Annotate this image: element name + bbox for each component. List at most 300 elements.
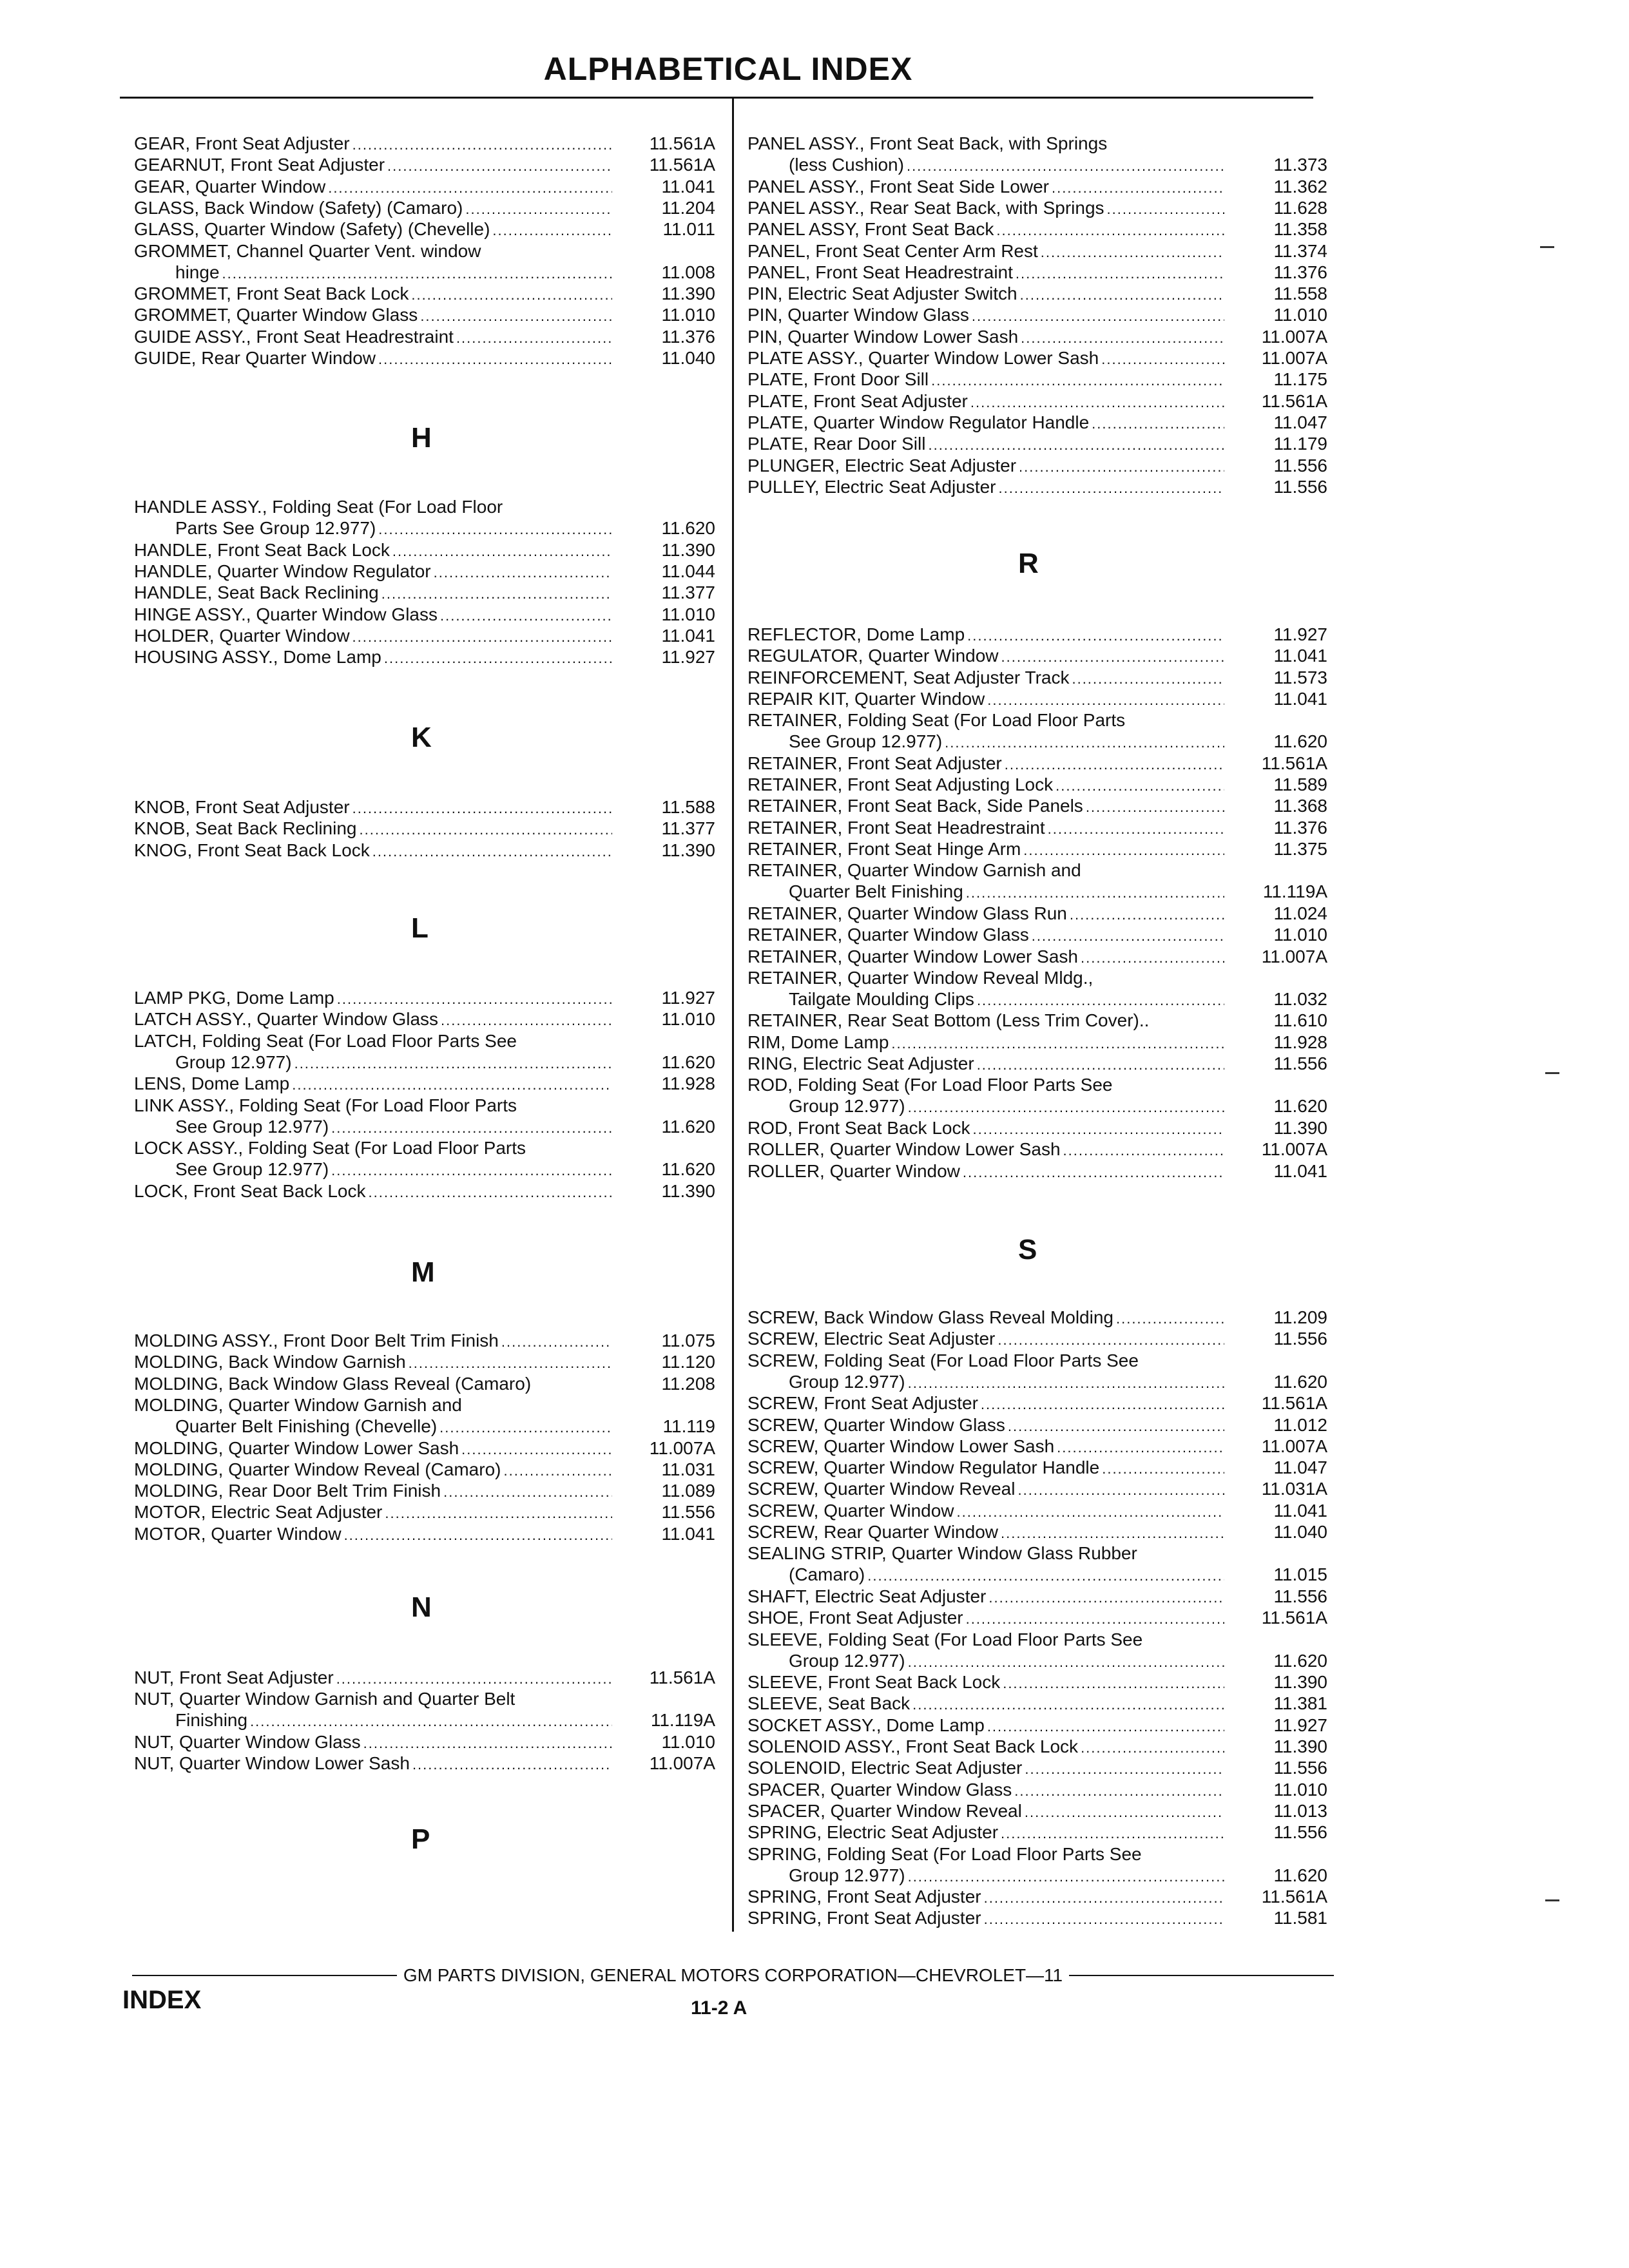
group-number: 11.010: [661, 305, 715, 325]
footer-text: GM PARTS DIVISION, GENERAL MOTORS CORPORATION—CHEVROLET—11: [403, 1965, 1063, 1985]
index-entry: [747, 1821, 1327, 1843]
group-number: 11.120: [661, 1352, 715, 1372]
group-number: 11.047: [1273, 1457, 1327, 1478]
group-number: 11.561A: [1261, 1393, 1327, 1414]
group-number: 11.589: [1273, 774, 1327, 795]
index-entry: [134, 646, 715, 668]
index-entry: [747, 1478, 1327, 1499]
index-entry: [747, 1307, 1327, 1328]
index-entry: [747, 1607, 1327, 1628]
dot-leader: [1019, 455, 1224, 477]
entry-name: SLEEVE, Seat Back: [747, 1693, 911, 1714]
index-entry: [747, 1521, 1327, 1542]
dot-leader: [1072, 667, 1224, 689]
group-number: 11.031A: [1261, 1479, 1327, 1499]
index-entry: [747, 133, 1327, 175]
index-entry: [134, 218, 715, 240]
entry-name: LAMP PKG, Dome Lamp: [134, 988, 334, 1008]
index-entry: [747, 1736, 1327, 1757]
index-entry: [134, 1667, 715, 1688]
index-entry: [134, 1095, 715, 1137]
entry-name-continued: Quarter Belt Finishing (Chevelle): [175, 1416, 438, 1436]
entry-name: SCREW, Front Seat Adjuster: [747, 1393, 978, 1414]
index-entry: [134, 1480, 715, 1501]
dot-leader: [1086, 795, 1224, 818]
index-entry: [134, 176, 715, 197]
dot-leader: [465, 197, 612, 220]
entry-name: SCREW, Rear Quarter Window: [747, 1522, 998, 1542]
group-number: 11.561A: [1261, 753, 1327, 773]
group-number: 11.041: [1273, 646, 1327, 666]
index-entry: [747, 1886, 1327, 1907]
dot-leader: [363, 1731, 612, 1754]
index-entry: [134, 133, 715, 154]
entry-name: HANDLE ASSY., Folding Seat (For Load Floor: [134, 497, 503, 517]
index-entry: [134, 539, 715, 561]
dot-leader: [456, 326, 612, 349]
index-entry: [134, 1137, 715, 1180]
index-entry: [747, 774, 1327, 795]
entry-name: PLATE, Quarter Window Regulator Handle: [747, 412, 1090, 432]
index-entry: [134, 796, 715, 818]
entry-name: RETAINER, Rear Seat Bottom (Less Trim Cover)..: [747, 1010, 1150, 1031]
dot-leader: [1048, 817, 1224, 840]
group-number: 11.119A: [650, 1710, 715, 1731]
footer-rule-left: [132, 1975, 397, 1976]
group-number: 11.041: [661, 625, 715, 646]
index-entry: [747, 817, 1327, 838]
entry-name: HANDLE, Quarter Window Regulator: [134, 561, 431, 581]
entry-name: ROLLER, Quarter Window: [747, 1160, 960, 1181]
index-entry: [747, 218, 1327, 240]
index-entry: [747, 924, 1327, 945]
entry-name: PANEL ASSY., Rear Seat Back, with Springs: [747, 197, 1104, 218]
entry-name: SCREW, Folding Seat (For Load Floor Parts See: [747, 1350, 1139, 1370]
index-entry: [747, 390, 1327, 412]
group-number: 11.390: [661, 284, 715, 304]
dot-leader: [378, 347, 612, 370]
entry-name-continued: Quarter Belt Finishing: [789, 881, 963, 902]
index-entry: [134, 1437, 715, 1459]
dot-leader: [392, 539, 612, 562]
entry-name: GLASS, Quarter Window (Safety) (Chevelle): [134, 219, 490, 240]
index-entry: [747, 1671, 1327, 1693]
dot-leader: [1025, 1757, 1224, 1780]
entry-name: MOLDING, Quarter Window Garnish and: [134, 1394, 462, 1415]
group-number: 11.556: [1273, 1053, 1327, 1073]
group-number: 11.390: [661, 840, 715, 860]
dot-leader: [1005, 753, 1224, 775]
dot-leader: [328, 176, 612, 198]
entry-name: NUT, Quarter Window Glass: [134, 1731, 361, 1752]
dot-leader: [369, 1180, 613, 1203]
entry-name-continued: Finishing: [175, 1710, 248, 1731]
group-number: 11.368: [1273, 796, 1327, 816]
dot-leader: [984, 1907, 1224, 1930]
group-number: 11.362: [1273, 176, 1327, 197]
dot-leader: [440, 604, 612, 626]
entry-name: LATCH ASSY., Quarter Window Glass: [134, 1009, 439, 1030]
dot-leader: [381, 582, 612, 604]
column-divider: [732, 97, 734, 1932]
index-entry: [134, 1501, 715, 1523]
dot-leader: [412, 1753, 612, 1775]
dot-leader: [1017, 1478, 1224, 1501]
dot-leader: [908, 1095, 1224, 1118]
dot-leader: [1021, 326, 1224, 349]
dot-leader: [957, 1500, 1224, 1523]
dot-leader: [1001, 1521, 1224, 1544]
index-entry: [134, 561, 715, 582]
dot-leader: [337, 987, 612, 1010]
group-number: 11.209: [1273, 1307, 1327, 1327]
dot-leader: [1001, 1821, 1224, 1844]
dot-leader: [1055, 774, 1224, 796]
group-number: 11.620: [1273, 1371, 1327, 1392]
dot-leader: [503, 1459, 612, 1481]
dot-leader: [331, 1116, 612, 1139]
dot-leader: [1116, 1307, 1224, 1329]
entry-name: RETAINER, Quarter Window Glass Run: [747, 903, 1067, 923]
group-number: 11.010: [1273, 305, 1327, 325]
entry-name: RETAINER, Front Seat Back, Side Panels: [747, 796, 1083, 816]
group-number: 11.041: [661, 1523, 715, 1544]
dot-leader: [996, 218, 1224, 241]
dot-leader: [945, 731, 1224, 753]
index-entry: [747, 1053, 1327, 1074]
entry-name: SCREW, Quarter Window Reveal: [747, 1479, 1016, 1499]
entry-name: RIM, Dome Lamp: [747, 1032, 889, 1052]
entry-name-continued: Group 12.977): [789, 1096, 905, 1117]
group-number: 11.556: [1273, 1329, 1327, 1349]
index-entry: [747, 412, 1327, 433]
dot-leader: [420, 304, 612, 327]
letter-heading: N: [411, 1591, 432, 1623]
entry-name: RETAINER, Quarter Window Reveal Mldg.,: [747, 967, 1094, 988]
group-number: 11.010: [1273, 1779, 1327, 1800]
group-number: 11.390: [1273, 1672, 1327, 1693]
group-number: 11.075: [661, 1331, 715, 1350]
dot-leader: [970, 390, 1224, 413]
group-number: 11.581: [1273, 1908, 1327, 1928]
dot-leader: [928, 433, 1224, 456]
group-number: 11.390: [661, 1180, 715, 1201]
index-entry: [747, 1693, 1327, 1714]
entry-name: GEAR, Quarter Window: [134, 176, 326, 197]
group-number: 11.013: [1273, 1800, 1327, 1821]
entry-name: SCREW, Quarter Window Regulator Handle: [747, 1457, 1100, 1478]
dot-leader: [972, 304, 1224, 327]
index-entry: [134, 240, 715, 283]
dot-leader: [1081, 1736, 1224, 1758]
group-number: 11.041: [1273, 1500, 1327, 1521]
footer-rule-right: [1069, 1975, 1334, 1976]
group-number: 11.024: [1273, 903, 1327, 923]
entry-name: MOLDING ASSY., Front Door Belt Trim Finish: [134, 1331, 499, 1350]
entry-name: NUT, Front Seat Adjuster: [134, 1667, 334, 1687]
group-number: 11.376: [1273, 262, 1327, 282]
group-number: 11.620: [1273, 1650, 1327, 1671]
group-number: 11.376: [661, 326, 715, 347]
dot-leader: [907, 154, 1224, 177]
group-number: 11.561A: [1261, 390, 1327, 411]
dot-leader: [250, 1709, 612, 1732]
dot-leader: [998, 1328, 1224, 1350]
dot-leader: [336, 1667, 612, 1689]
index-entry: [747, 624, 1327, 645]
group-number: 11.041: [661, 176, 715, 197]
index-entry: [134, 1523, 715, 1544]
entry-name: HOLDER, Quarter Window: [134, 625, 350, 646]
group-number: 11.010: [661, 604, 715, 624]
dot-leader: [977, 1053, 1224, 1075]
group-number: 11.620: [661, 1052, 715, 1072]
entry-name: PULLEY, Electric Seat Adjuster: [747, 476, 996, 497]
group-number: 11.556: [1273, 476, 1327, 497]
group-number: 11.928: [661, 1073, 715, 1094]
index-entry: [747, 1436, 1327, 1457]
index-entry: [134, 496, 715, 539]
index-entry: [747, 197, 1327, 218]
entry-name: GROMMET, Quarter Window Glass: [134, 305, 418, 325]
dot-leader: [1081, 946, 1224, 968]
letter-heading: K: [411, 722, 432, 753]
index-entry: [747, 709, 1327, 752]
entry-name: PIN, Quarter Window Glass: [747, 305, 969, 325]
index-entry: [747, 645, 1327, 666]
entry-name: MOLDING, Quarter Window Reveal (Camaro): [134, 1459, 501, 1479]
entry-name-continued: hinge: [175, 262, 220, 282]
entry-name-continued: Group 12.977): [789, 1865, 905, 1885]
index-entry: [747, 240, 1327, 262]
entry-name: SPRING, Folding Seat (For Load Floor Parts See: [747, 1843, 1142, 1864]
group-number: 11.007A: [649, 1753, 715, 1774]
group-number: 11.620: [661, 518, 715, 538]
index-entry: [747, 1500, 1327, 1521]
dot-leader: [1003, 1671, 1224, 1694]
entry-name: PLUNGER, Electric Seat Adjuster: [747, 455, 1017, 476]
entry-name: LENS, Dome Lamp: [134, 1073, 290, 1094]
dot-leader: [1032, 924, 1224, 947]
dot-leader: [222, 262, 612, 284]
dot-leader: [908, 1371, 1224, 1394]
index-entry: [134, 1688, 715, 1731]
dot-leader: [867, 1564, 1224, 1586]
entry-name: SOLENOID, Electric Seat Adjuster: [747, 1758, 1023, 1778]
dot-leader: [981, 1392, 1224, 1415]
index-entry: [134, 1073, 715, 1094]
dot-leader: [331, 1158, 612, 1181]
entry-name: ROD, Folding Seat (For Load Floor Parts See: [747, 1075, 1113, 1095]
entry-name: SHOE, Front Seat Adjuster: [747, 1608, 963, 1628]
group-number: 11.373: [1273, 155, 1327, 175]
group-number: 11.381: [1273, 1693, 1327, 1714]
dot-leader: [409, 1351, 612, 1374]
index-entry: [747, 1629, 1327, 1671]
index-entry: [747, 667, 1327, 688]
dot-leader: [385, 1501, 612, 1524]
index-entry: [134, 987, 715, 1008]
entry-name: HANDLE, Seat Back Reclining: [134, 582, 379, 603]
group-number: 11.628: [1273, 197, 1327, 218]
dot-leader: [461, 1437, 612, 1460]
index-entry: [747, 1392, 1327, 1414]
index-entry: [747, 304, 1327, 325]
entry-name: PANEL ASSY, Front Seat Back: [747, 219, 994, 240]
dot-leader: [908, 1650, 1224, 1673]
margin-mark: [1545, 1899, 1559, 1901]
group-number: 11.390: [1273, 1736, 1327, 1756]
dot-leader: [891, 1032, 1224, 1054]
entry-name: PIN, Electric Seat Adjuster Switch: [747, 284, 1017, 304]
dot-leader: [1041, 240, 1224, 263]
index-entry: [747, 1117, 1327, 1139]
group-number: 11.561A: [649, 1667, 715, 1687]
entry-name: PANEL, Front Seat Center Arm Rest: [747, 240, 1038, 261]
group-number: 11.041: [1273, 1160, 1327, 1181]
dot-leader: [912, 1693, 1224, 1715]
entry-name: SOCKET ASSY., Dome Lamp: [747, 1715, 985, 1735]
entry-name: LOCK, Front Seat Back Lock: [134, 1180, 366, 1201]
group-number: 11.179: [1273, 434, 1327, 454]
dot-leader: [1092, 412, 1224, 434]
dot-leader: [931, 369, 1224, 391]
index-entry: [747, 1907, 1327, 1928]
index-entry: [134, 1180, 715, 1202]
group-number: 11.620: [1273, 731, 1327, 752]
group-number: 11.374: [1273, 240, 1327, 261]
entry-name: RETAINER, Front Seat Headrestraint: [747, 817, 1045, 838]
group-number: 11.620: [661, 1159, 715, 1180]
entry-name: RETAINER, Front Seat Hinge Arm: [747, 839, 1021, 859]
entry-name: GROMMET, Front Seat Back Lock: [134, 284, 409, 304]
dot-leader: [1052, 176, 1224, 198]
entry-name: HANDLE, Front Seat Back Lock: [134, 539, 390, 560]
entry-name: PANEL, Front Seat Headrestraint: [747, 262, 1013, 282]
index-entry: [747, 476, 1327, 497]
group-number: 11.031: [661, 1459, 715, 1479]
index-entry: [747, 1586, 1327, 1607]
index-entry: [747, 946, 1327, 967]
index-entry: [747, 455, 1327, 476]
group-number: 11.007A: [1261, 326, 1327, 347]
entry-name: SLEEVE, Front Seat Back Lock: [747, 1672, 1001, 1693]
group-number: 11.927: [661, 647, 715, 668]
entry-name: MOTOR, Electric Seat Adjuster: [134, 1502, 383, 1523]
dot-leader: [441, 1008, 612, 1031]
dot-leader: [1016, 262, 1224, 284]
dot-leader: [1063, 1139, 1224, 1161]
group-number: 11.007A: [649, 1437, 715, 1458]
entry-name: RETAINER, Front Seat Adjuster: [747, 753, 1002, 773]
group-number: 11.927: [1273, 1715, 1327, 1735]
dot-leader: [967, 624, 1224, 646]
index-entry: [134, 1394, 715, 1437]
entry-name: NUT, Quarter Window Lower Sash: [134, 1753, 410, 1774]
group-number: 11.620: [661, 1116, 715, 1137]
index-entry: [747, 688, 1327, 709]
entry-name: SEALING STRIP, Quarter Window Glass Rubber: [747, 1543, 1137, 1564]
index-entry: [747, 1160, 1327, 1182]
entry-name-continued: See Group 12.977): [789, 731, 943, 752]
dot-leader: [492, 218, 612, 241]
index-entry: [134, 1330, 715, 1351]
letter-heading: R: [1018, 548, 1039, 579]
entry-name: RETAINER, Quarter Window Garnish and: [747, 860, 1081, 881]
group-number: 11.376: [1273, 817, 1327, 838]
group-number: 11.008: [661, 262, 715, 282]
group-number: 11.556: [1273, 1822, 1327, 1843]
entry-name: SCREW, Quarter Window: [747, 1500, 954, 1521]
index-entry: [747, 753, 1327, 774]
entry-name: PLATE, Front Door Sill: [747, 369, 929, 390]
group-number: 11.119A: [1262, 881, 1327, 902]
entry-name: MOLDING, Back Window Garnish: [134, 1352, 406, 1372]
dot-leader: [384, 646, 612, 669]
group-number: 11.556: [1273, 455, 1327, 476]
dot-leader: [1014, 1779, 1224, 1802]
dot-leader: [1101, 347, 1224, 370]
page-title: ALPHABETICAL INDEX: [543, 51, 913, 87]
group-number: 11.010: [1273, 925, 1327, 945]
group-number: 11.007A: [1261, 1139, 1327, 1160]
entry-name: ROLLER, Quarter Window Lower Sash: [747, 1139, 1061, 1160]
index-entry: [747, 1074, 1327, 1117]
group-number: 11.007A: [1261, 348, 1327, 368]
entry-name: PLATE, Rear Door Sill: [747, 434, 926, 454]
entry-name-continued: Parts See Group 12.977): [175, 518, 376, 538]
group-number: 11.208: [661, 1373, 715, 1394]
entry-name: SPACER, Quarter Window Reveal: [747, 1800, 1022, 1821]
index-entry: [747, 1010, 1327, 1031]
group-number: 11.204: [661, 197, 715, 218]
dot-leader: [501, 1330, 612, 1352]
letter-heading: S: [1018, 1234, 1037, 1265]
group-number: 11.010: [661, 1731, 715, 1752]
entry-name: SCREW, Back Window Glass Reveal Molding: [747, 1307, 1113, 1327]
index-entry: [747, 262, 1327, 283]
index-entry: [134, 197, 715, 218]
group-number: 11.561A: [1261, 1887, 1327, 1907]
dot-leader: [372, 840, 612, 862]
index-entry: [134, 154, 715, 175]
entry-name: SOLENOID ASSY., Front Seat Back Lock: [747, 1736, 1079, 1756]
entry-name: LATCH, Folding Seat (For Load Floor Parts See: [134, 1030, 517, 1051]
index-entry: [747, 1542, 1327, 1585]
margin-mark: [1540, 246, 1554, 248]
index-entry: [134, 1731, 715, 1753]
dot-leader: [908, 1865, 1224, 1887]
entry-name-continued: (less Cushion): [789, 155, 904, 175]
index-entry: [747, 347, 1327, 369]
entry-name: PLATE, Front Seat Adjuster: [747, 390, 968, 411]
entry-name: RETAINER, Quarter Window Glass: [747, 925, 1029, 945]
title-rule: [120, 97, 1313, 99]
dot-leader: [998, 476, 1224, 499]
letter-heading: P: [411, 1823, 430, 1855]
entry-name: GUIDE ASSY., Front Seat Headrestraint: [134, 326, 454, 347]
entry-name: RETAINER, Front Seat Adjusting Lock: [747, 774, 1054, 795]
group-number: 11.610: [1273, 1010, 1327, 1031]
index-entry: [134, 604, 715, 625]
entry-name: HINGE ASSY., Quarter Window Glass: [134, 604, 438, 624]
entry-name-continued: (Camaro): [789, 1564, 865, 1585]
section-label: INDEX: [122, 1986, 202, 2014]
index-entry: [134, 304, 715, 325]
dot-leader: [1070, 903, 1224, 925]
group-number: 11.561A: [1261, 1608, 1327, 1628]
group-number: 11.047: [1273, 412, 1327, 432]
